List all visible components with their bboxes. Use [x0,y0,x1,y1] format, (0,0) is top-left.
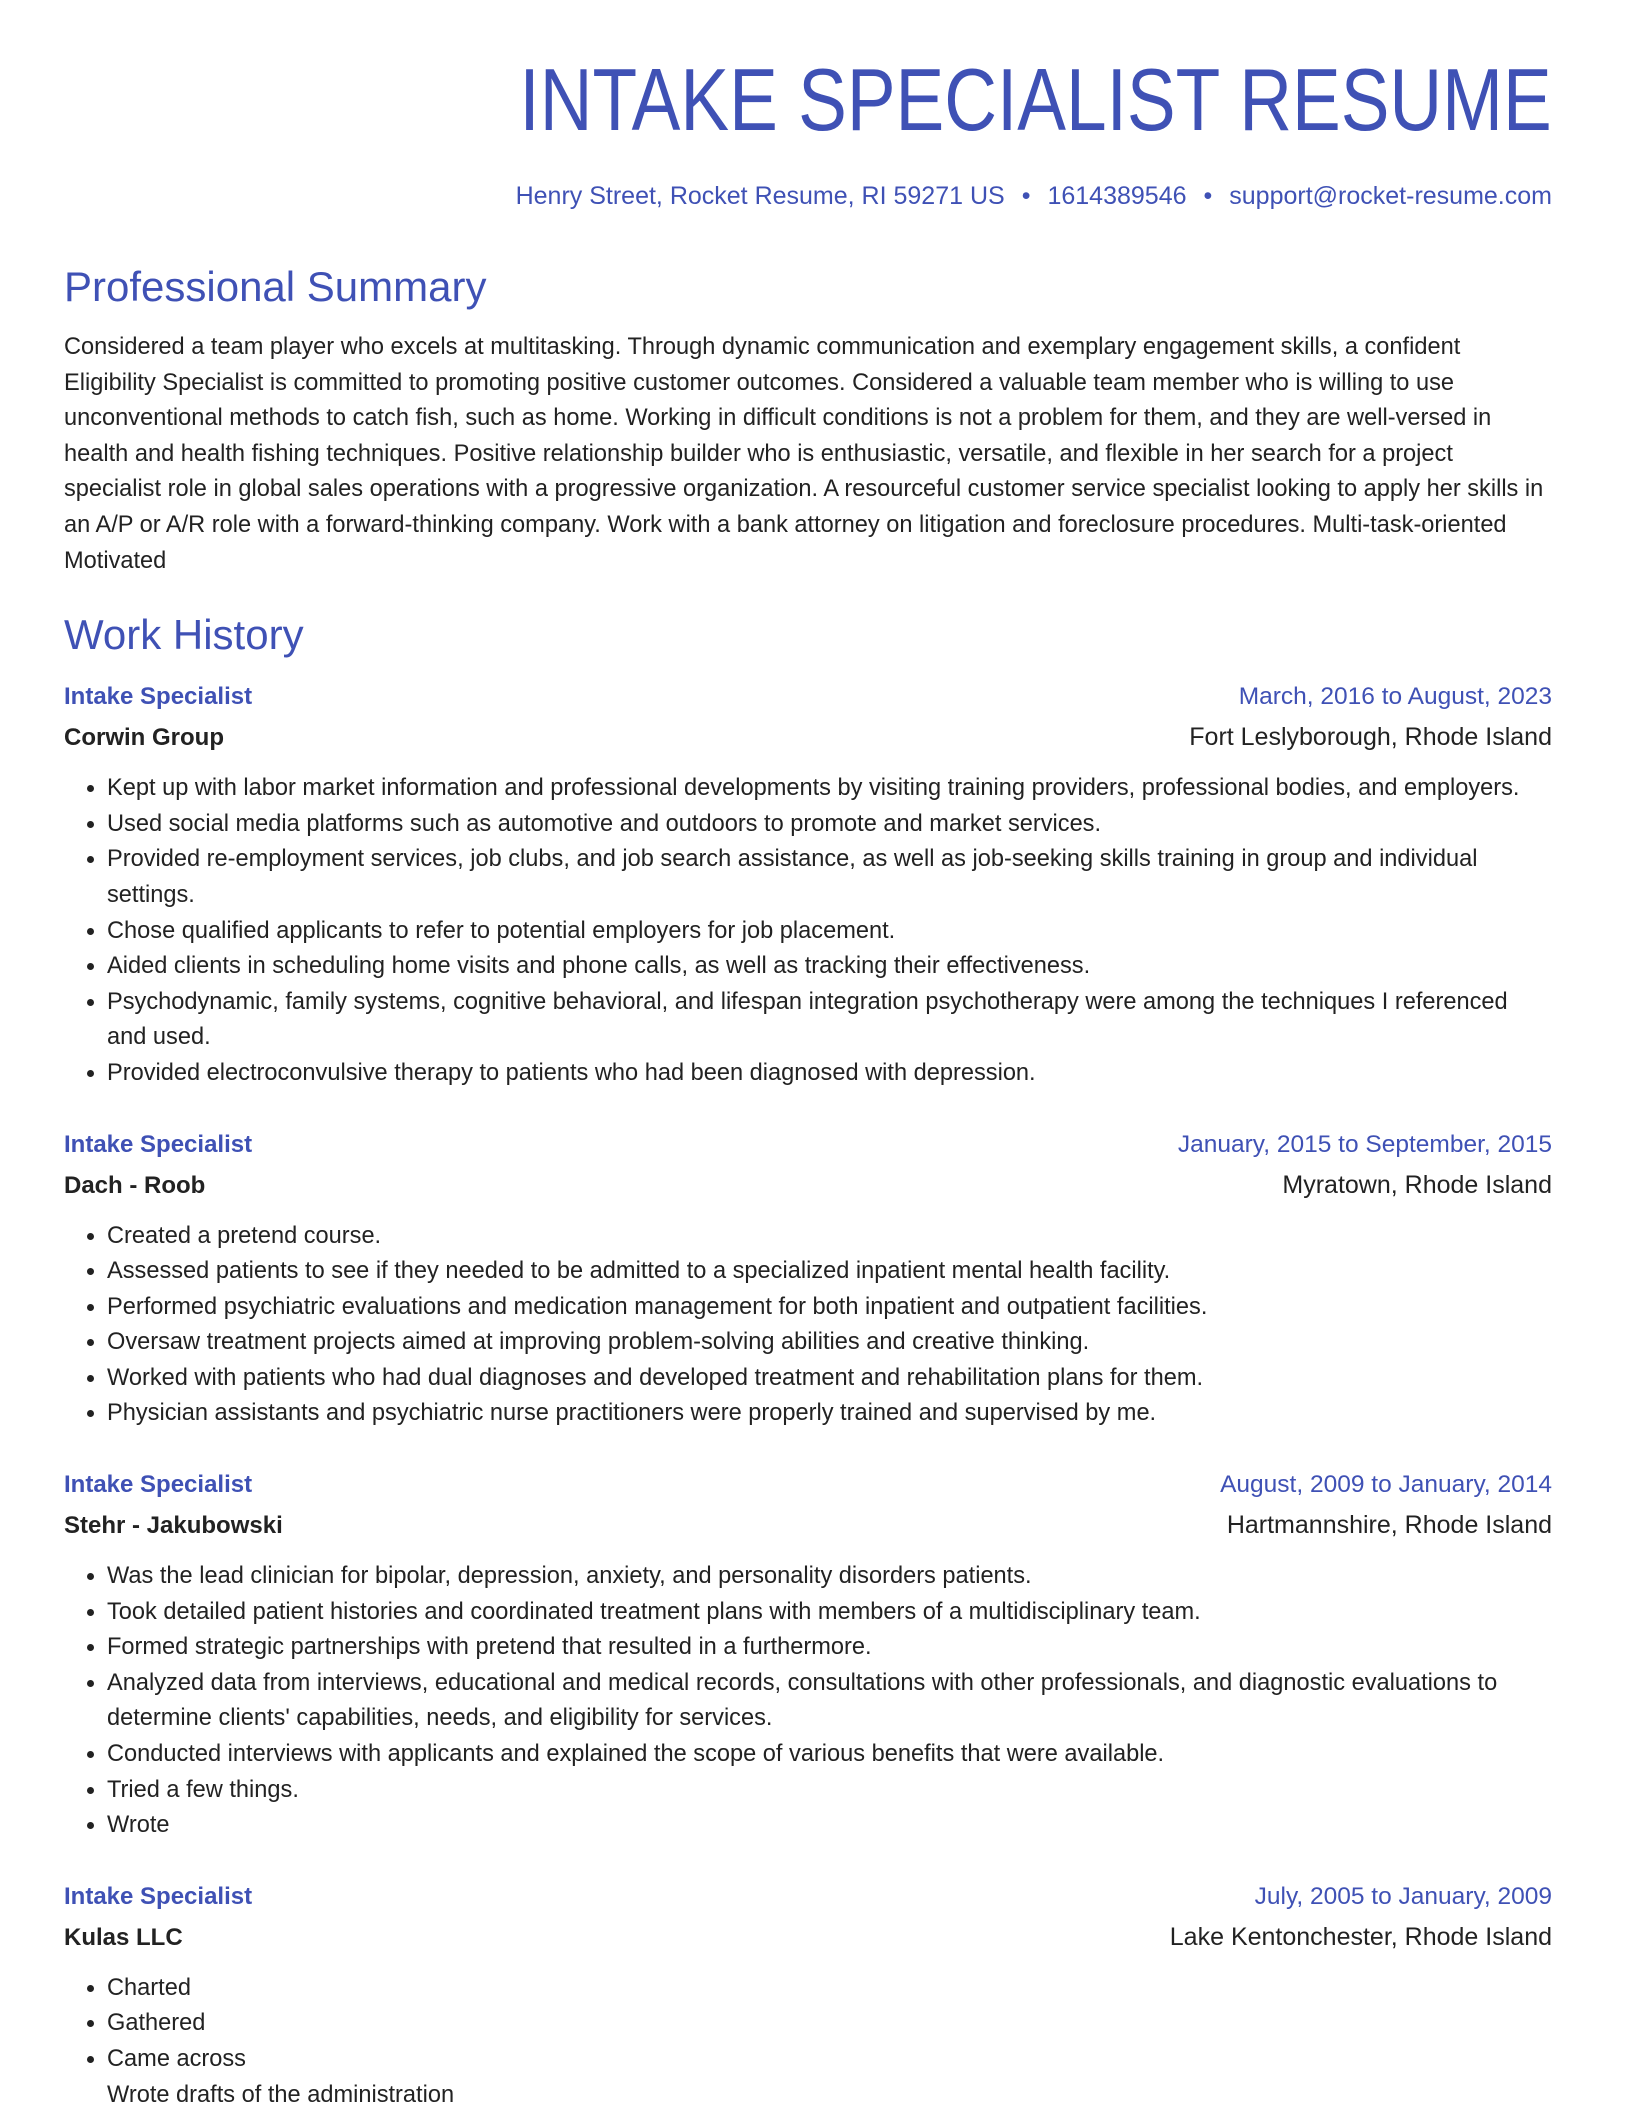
job-bullets [64,1219,1552,1433]
job-title: Intake Specialist [64,683,253,711]
list-item: • Created a pretend course. [107,1219,1552,1255]
job-title: Intake Specialist [64,1882,253,1910]
job-bullets [64,771,1552,1091]
section-heading-work-history: Work History [64,611,304,659]
job-title: Intake Specialist [64,1471,253,1499]
job-location: Lake Kentonchester, Rhode Island [1169,1922,1552,1951]
job-company-row [64,1505,1552,1545]
resume-header [64,50,1552,212]
contact-email: support@rocket-resume.com [1229,182,1552,210]
list-item: • Gathered [107,2006,1552,2042]
work-history-section [64,609,1552,2109]
company-name: Corwin Group [64,724,224,752]
job-entry [64,1877,1552,2110]
job-bullets [64,1559,1552,1844]
job-dates: March, 2016 to August, 2023 [1238,683,1552,711]
list-item: • Provided re-employment services, job clubs, and job search assistance, as well as job-seeking skills training in group and individual settings. [107,842,1552,913]
list-item: • Formed strategic partnerships with pretend that resulted in a furthermore. [107,1630,1552,1666]
job-entry [64,1465,1552,1844]
list-item: • Worked with patients who had dual diagnoses and developed treatment and rehabilitation plans for them. [107,1361,1552,1397]
list-item: • Conducted interviews with applicants and explained the scope of various benefits that were available. [107,1737,1552,1773]
list-item: • Kept up with labor market information and professional developments by visiting training providers, professional bodies, and employers. [107,771,1552,807]
section-heading-summary: Professional Summary [64,263,487,310]
list-item: • Provided electroconvulsive therapy to patients who had been diagnosed with depression. [107,1056,1552,1092]
list-item: • Performed psychiatric evaluations and medication management for both inpatient and outpatient facilities. [107,1290,1552,1326]
list-item: • Oversaw treatment projects aimed at improving problem-solving abilities and creative thinking. [107,1325,1552,1361]
job-dates: July, 2005 to January, 2009 [1254,1882,1552,1910]
job-dates: August, 2009 to January, 2014 [1220,1471,1552,1499]
job-header-row [64,1877,1552,1917]
job-header-row [64,677,1552,717]
contact-phone: 1614389546 [1047,182,1187,210]
list-item: • Physician assistants and psychiatric nurse practitioners were properly trained and supervised by me. [107,1396,1552,1432]
list-item: • Chose qualified applicants to refer to potential employers for job placement. [107,914,1552,950]
list-item: • Tried a few things. [107,1773,1552,1809]
job-company-row [64,717,1552,757]
list-item: • Came across [107,2042,1552,2078]
contact-line [64,180,1552,212]
list-item: • Was the lead clinician for bipolar, depression, anxiety, and personality disorders patients. [107,1559,1552,1595]
job-entry [64,1125,1552,1433]
list-item: • Used social media platforms such as automotive and outdoors to promote and market services. [107,807,1552,843]
list-item: • Psychodynamic, family systems, cognitive behavioral, and lifespan integration psychotherapy were among the techniques I referenced and used. [107,985,1552,1056]
job-header-row [64,1125,1552,1165]
list-item: • Charted [107,1971,1552,2007]
contact-separator: • [1021,182,1031,210]
job-title: Intake Specialist [64,1130,253,1158]
company-name: Dach - Roob [64,1171,206,1199]
job-dates: January, 2015 to September, 2015 [1177,1130,1552,1158]
contact-address: Henry Street, Rocket Resume, RI 59271 US [515,182,1005,210]
job-location: Hartmannshire, Rhode Island [1226,1511,1552,1540]
list-item: • Took detailed patient histories and coordinated treatment plans with members of a multidisciplinary team. [107,1595,1552,1631]
summary-text: Considered a team player who excels at multitasking. Through dynamic communication and exemplary engagement skills, a confident Eligibility Specialist is committed to promoting positive customer outcomes. Considered a valuable team member who is willing to use unconventional methods to catch fish, such as home. Working in difficult conditions is not a problem for them, and they are well-versed in health and health fishing techniques. Positive relationship builder who is enthusiastic, versatile, and flexible in her search for a project specialist role in global sales operations with a progressive organization. A resourceful customer service specialist looking to apply her skills in an A/P or A/R role with a forward-thinking company. Work with a bank attorney on litigation and foreclosure procedures. Multi-task-oriented Motivated [64,334,1544,574]
job-location: Fort Leslyborough, Rhode Island [1189,723,1552,752]
company-name: Kulas LLC [64,1923,183,1951]
list-item: • Wrote [107,1808,1552,1844]
list-item: • Analyzed data from interviews, educational and medical records, consultations with other professionals, and diagnostic evaluations to determine clients' capabilities, needs, and eligibility for services. [107,1666,1552,1737]
job-location: Myratown, Rhode Island [1282,1170,1552,1199]
professional-summary-section [64,261,1552,579]
contact-separator: • [1203,182,1213,210]
job-company-row [64,1165,1552,1205]
job-entry [64,677,1552,1091]
title-wrapper [64,50,1552,149]
list-item: • Wrote drafts of the administration [107,2078,1552,2110]
job-header-row [64,1465,1552,1505]
list-item: • Assessed patients to see if they needed to be admitted to a specialized inpatient mental health facility. [107,1254,1552,1290]
list-item: • Aided clients in scheduling home visits and phone calls, as well as tracking their effectiveness. [107,949,1552,985]
job-bullets [64,1971,1552,2110]
company-name: Stehr - Jakubowski [64,1512,283,1540]
job-company-row [64,1917,1552,1957]
resume-title: INTAKE SPECIALIST RESUME [519,50,1552,149]
